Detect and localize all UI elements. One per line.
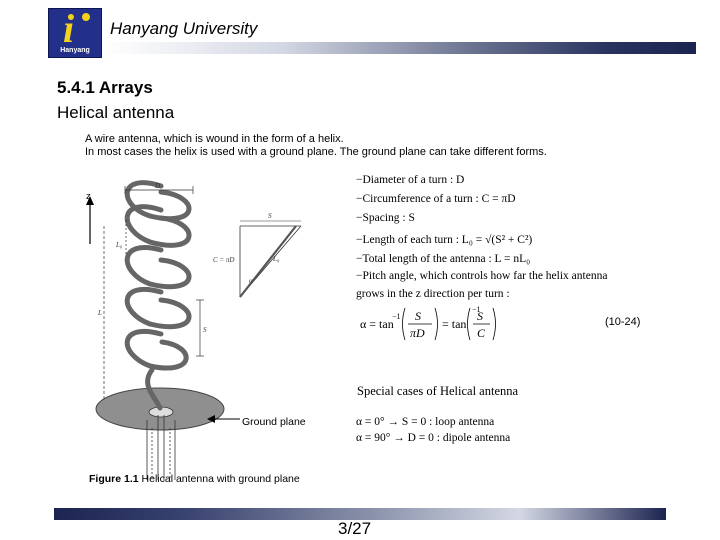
special-case-loop: α = 0° → S = 0 : loop antenna: [356, 416, 495, 428]
eq-num-2: S: [477, 309, 483, 323]
spec-circumference: −Circumference of a turn : C = πD: [356, 193, 516, 205]
dim-l0-label: L₀: [116, 241, 123, 249]
triangle-l0-label: L₀: [273, 255, 280, 263]
spec-pitch-angle: −Pitch angle, which controls how far the helix antenna: [356, 270, 608, 282]
university-name: Hanyang University: [110, 19, 258, 38]
caption-label: Figure 1.1: [89, 473, 139, 485]
eq-inv-1: −1: [392, 312, 401, 321]
spec-pitch-angle-cont: grows in the z direction per turn :: [356, 288, 510, 300]
spec-diameter: −Diameter of a turn : D: [356, 174, 465, 186]
description-line-1: A wire antenna, which is wound in the form of a helix.: [85, 133, 344, 145]
z-axis-arrow: [86, 196, 94, 244]
spec-turn-length: −Length of each turn : L₀ = √(S² + C²): [356, 234, 533, 246]
eq-inv-2: −1: [472, 305, 481, 314]
triangle-alpha-label: α: [249, 277, 253, 285]
figure-caption: [89, 473, 300, 485]
dim-s-label: S: [203, 326, 207, 334]
logo-i-icon: i: [63, 6, 75, 51]
unrolled-turn-triangle: [240, 221, 301, 297]
page-number: 3/27: [338, 519, 372, 538]
eq-alpha: α = tan: [360, 317, 394, 331]
triangle-c-label: C = πD: [213, 256, 235, 264]
triangle-s-label: S: [268, 212, 272, 220]
description-line-2: In most cases the helix is used with a ground plane. The ground plane can take different forms.: [85, 146, 547, 158]
slide-subtitle: Helical antenna: [57, 103, 175, 122]
slide-title: 5.4.1 Arrays: [57, 78, 153, 97]
equation-number: (10-24): [605, 316, 641, 328]
eq-tan-2: = tan: [442, 317, 467, 331]
axis-z-label: z: [86, 191, 91, 202]
dim-l-label: L: [98, 309, 102, 317]
eq-den-2: C: [477, 326, 486, 340]
special-case-dipole: α = 90° → D = 0 : dipole antenna: [356, 432, 511, 444]
ground-plane-label: Ground plane: [242, 416, 306, 428]
spec-spacing: −Spacing : S: [356, 212, 415, 224]
caption-text: Helical antenna with ground plane: [138, 473, 300, 485]
helix-coil: [127, 183, 189, 408]
special-cases-heading: Special cases of Helical antenna: [357, 384, 519, 398]
eq-num-1: S: [415, 309, 421, 323]
spec-total-length: −Total length of the antenna : L = nL₀: [356, 253, 531, 265]
eq-den-1: πD: [410, 326, 425, 340]
dim-d-label: D: [155, 182, 161, 190]
logo-label: Hanyang: [60, 47, 90, 54]
